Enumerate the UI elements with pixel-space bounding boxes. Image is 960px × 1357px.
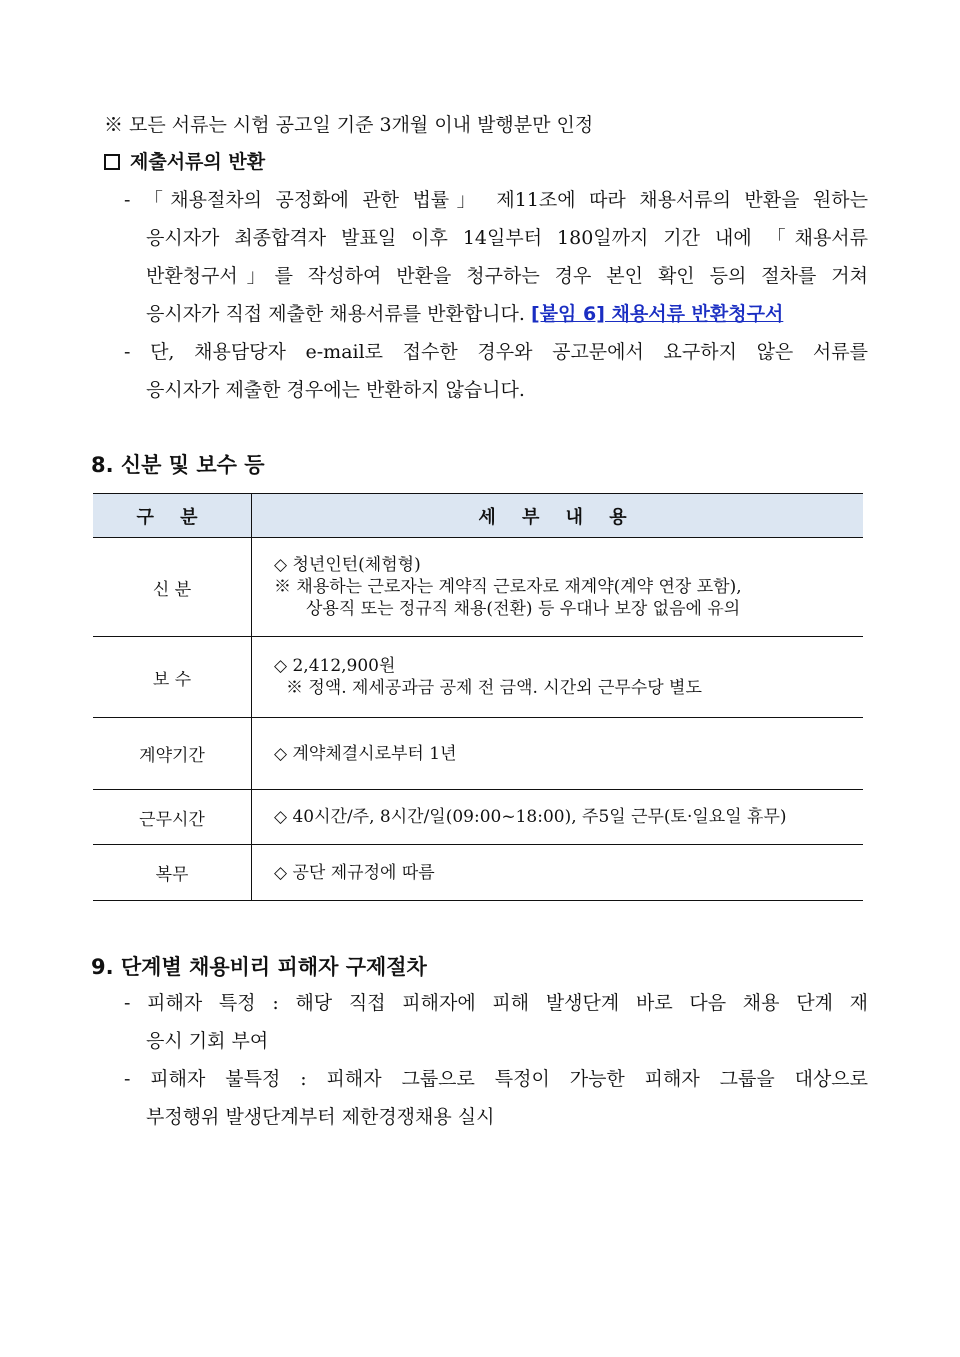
row-details-service [252, 845, 864, 901]
row-details-contract-period [252, 718, 864, 790]
return-bullet1-line2: 응시자가 최종합격자 발표일 이후 14일부터 180일까지 기간 내에 「채용서류 [146, 227, 868, 249]
return-bullet1-line4 [146, 302, 783, 326]
row-label-contract-period: 계약기간 [93, 718, 252, 790]
table-header-row [93, 494, 863, 538]
detail-line: ◇ 2,412,900원 [274, 656, 396, 676]
return-bullet2-line1: - 단, 채용담당자 e-mail로 접수한 경우와 공고문에서 요구하지 않은 서류를 [124, 341, 868, 363]
section9-heading: 9. 단계별 채용비리 피해자 구제절차 [91, 955, 427, 979]
detail-line: ◇ 청년인턴(체험형) [274, 555, 421, 575]
return-heading-text: 제출서류의 반환 [130, 151, 266, 173]
section9-bullet2-line2: 부정행위 발생단계부터 제한경쟁채용 실시 [146, 1106, 495, 1128]
table-row [93, 718, 863, 790]
row-details-status [252, 538, 864, 637]
section8-heading: 8. 신분 및 보수 등 [91, 453, 265, 477]
detail-line: ◇ 40시간/주, 8시간/일(09:00~18:00), 주5일 근무(토·일요일 휴무) [274, 807, 787, 827]
notice-all-documents: ※ 모든 서류는 시험 공고일 기준 3개월 이내 발행분만 인정 [104, 114, 594, 136]
table-row [93, 790, 863, 845]
return-bullet1-line3: 반환청구서」를 작성하여 반환을 청구하는 경우 본인 확인 등의 절차를 거쳐 [146, 265, 868, 287]
table-row [93, 637, 863, 718]
section9-bullet1-line1: - 피해자 특정 : 해당 직접 피해자에 피해 발생단계 바로 다음 채용 단계 재 [124, 992, 868, 1014]
header-category: 구 분 [93, 494, 252, 538]
header-details: 세 부 내 용 [252, 494, 864, 538]
row-details-working-hours [252, 790, 864, 845]
return-section-heading [104, 150, 265, 174]
detail-line: ◇ 공단 제규정에 따름 [274, 862, 435, 883]
detail-line: ◇ 계약체결시로부터 1년 [274, 743, 457, 764]
detail-line: ※ 채용하는 근로자는 계약직 근로자로 재계약(계약 연장 포함), [274, 577, 742, 597]
row-label-status: 신 분 [93, 538, 252, 637]
table-row [93, 538, 863, 637]
table-row [93, 845, 863, 901]
section9-bullet1-line2: 응시 기회 부여 [146, 1030, 269, 1052]
row-details-pay [252, 637, 864, 718]
attachment6-link[interactable]: [붙임 6] 채용서류 반환청구서 [530, 303, 784, 325]
row-label-service: 복무 [93, 845, 252, 901]
detail-line: 상용직 또는 정규직 채용(전환) 등 우대나 보장 없음에 유의 [306, 599, 741, 619]
row-label-pay: 보 수 [93, 637, 252, 718]
section9-bullet2-line1: - 피해자 불특정 : 피해자 그룹으로 특정이 가능한 피해자 그룹을 대상으로 [124, 1068, 868, 1090]
detail-line: ※ 정액. 제세공과금 공제 전 금액. 시간외 근무수당 별도 [286, 678, 702, 698]
row-label-working-hours: 근무시간 [93, 790, 252, 845]
return-bullet1-line1: - 「채용절차의 공정화에 관한 법률」 제11조에 따라 채용서류의 반환을 원하는 [124, 189, 868, 211]
checkbox-square-icon [104, 154, 120, 170]
return-bullet2-line2: 응시자가 제출한 경우에는 반환하지 않습니다. [146, 379, 525, 401]
employment-terms-table [93, 493, 863, 901]
return-bullet1-last-text: 응시자가 직접 제출한 채용서류를 반환합니다. [146, 303, 525, 325]
